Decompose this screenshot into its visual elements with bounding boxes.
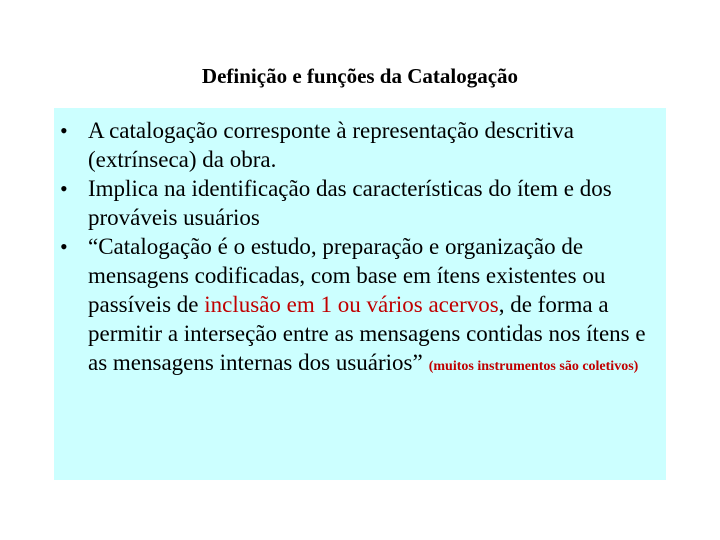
bullet-item-1: [54, 116, 658, 174]
bullet-text-end: , de forma a permitir a interseção entre as mensagens contidas nos ítens e as mensagens internas dos usuários”: [88, 292, 646, 375]
content-box: [54, 108, 666, 480]
bullet-icon: •: [60, 118, 68, 143]
bullet-list: [54, 116, 658, 381]
bullet-item-3: [54, 232, 658, 381]
bullet-icon: •: [60, 176, 68, 201]
bullet-text-start: “Catalogação é o estudo, preparação e organização de mensagens codificadas, com base em ítens existentes ou passíveis de: [88, 234, 606, 317]
bullet-item-2: [54, 174, 658, 232]
bullet-text: Implica na identificação das características do ítem e dos prováveis usuários: [88, 176, 612, 230]
bullet-text: A catalogação corresponte à representação descritiva (extrínseca) da obra.: [88, 118, 574, 172]
side-note: (muitos instrumentos são coletivos): [428, 359, 639, 374]
highlighted-text: inclusão em 1 ou vários acervos: [204, 292, 499, 317]
bullet-icon: •: [60, 234, 68, 259]
slide-title: Definição e funções da Catalogação: [201, 64, 519, 88]
